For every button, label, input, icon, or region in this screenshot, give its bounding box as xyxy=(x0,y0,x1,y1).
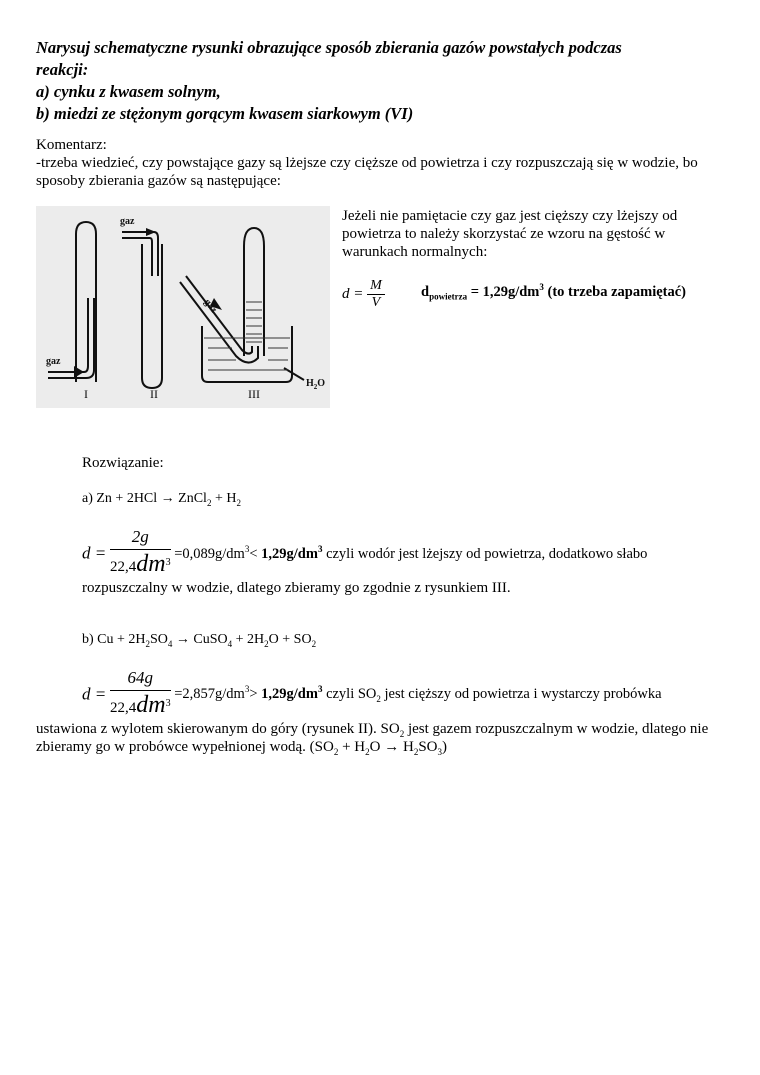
reaction-a-sub-1: 2 xyxy=(206,497,212,508)
calc-b-cont-1b: jest gazem rozpuszczalnym w wodzie, dlatego nie xyxy=(404,721,709,737)
calc-a-result-value: =0,089g/dm xyxy=(170,545,245,562)
density-formula-d: d = xyxy=(342,285,364,302)
reaction-b-sub-2: 4 xyxy=(167,638,173,649)
calc-a-result xyxy=(171,546,648,562)
calc-b-result xyxy=(170,684,662,705)
calc-b-denominator xyxy=(110,691,171,721)
gaz-label-1: gaz xyxy=(46,356,61,367)
calc-b-cont-1-sub: 2 xyxy=(399,729,405,739)
calc-b-cont-2d: SO xyxy=(418,739,438,755)
air-density-note: (to trzeba zapamiętać) xyxy=(543,283,687,300)
calc-a-den-sup: 3 xyxy=(165,557,171,568)
density-fraction xyxy=(367,278,385,311)
reaction-b xyxy=(82,632,316,649)
calc-a-compare: < xyxy=(249,545,262,562)
comment-heading: Komentarz: xyxy=(36,137,107,153)
calc-a-d: d = xyxy=(82,543,107,563)
calc-b-result-value: =2,857g/dm xyxy=(170,686,245,703)
reaction-b-part-1: b) Cu + 2H xyxy=(82,632,146,647)
reaction-b-sub-5: 2 xyxy=(311,638,317,649)
calc-b-cont-2b: + H xyxy=(338,739,366,755)
calc-a-numerator: 2g xyxy=(110,527,171,550)
calc-b-cont-1a: ustawiona z wylotem skierowanym do góry (rysunek II). SO xyxy=(36,721,400,737)
calc-b-air-sup: 3 xyxy=(317,684,323,695)
gaz-label-3: gaz xyxy=(201,297,220,316)
calc-b-conclusion-1: czyli SO xyxy=(322,686,377,703)
reaction-b-sub-1: 2 xyxy=(145,638,151,649)
calc-b-cont-2-sub-2: 2 xyxy=(365,747,370,757)
reaction-b-part-2: SO xyxy=(150,632,168,647)
calc-b-fraction xyxy=(110,668,171,721)
gas-collection-diagram xyxy=(36,206,330,408)
reaction-b-part-4: + 2H xyxy=(232,632,265,647)
comment-block xyxy=(36,136,736,190)
calc-a-denominator xyxy=(110,550,171,580)
comment-line-1: -trzeba wiedzieć, czy powstające gazy są lżejsze czy cięższe od powietrza i czy rozpuszczają się w wodzie, bo xyxy=(36,155,698,171)
side-line-2: powietrza to należy skorzystać ze wzoru na gęstość w xyxy=(342,226,666,242)
calc-b-cont-2e: ) xyxy=(442,739,447,755)
task-title xyxy=(36,37,726,125)
side-line-3: warunkach normalnych: xyxy=(342,244,488,260)
calc-b-cont-2-sub-3: 2 xyxy=(413,747,419,757)
tube-iii xyxy=(244,228,264,356)
h2o-label: $H_2O$ xyxy=(306,378,326,391)
side-note xyxy=(342,207,742,261)
calc-b-continuation-2 xyxy=(36,738,447,761)
calc-b-cont-2c: O → H xyxy=(369,739,414,755)
calc-a-result-sup: 3 xyxy=(244,544,250,555)
calc-b-conclusion-sub: 2 xyxy=(376,694,381,705)
calc-b-cont-2-sub-4: 3 xyxy=(437,747,442,757)
calc-b-d: d = xyxy=(82,684,107,704)
comment-line-2: sposoby zbierania gazów są następujące: xyxy=(36,173,281,189)
calc-b-den-unit: dm xyxy=(136,692,166,718)
reaction-a-reactants: a) Zn + 2HCl xyxy=(82,491,161,506)
reaction-a xyxy=(82,491,241,508)
calc-b-compare: > xyxy=(249,686,262,703)
air-density xyxy=(421,282,686,302)
reaction-a-sub-2: 2 xyxy=(236,497,241,508)
calc-a-den-number: 22,4 xyxy=(109,559,137,575)
title-line-4: b) miedzi ze stężonym gorącym kwasem siarkowym (VI) xyxy=(36,104,414,123)
calc-a-conclusion: czyli wodór jest lżejszy od powietrza, dodatkowo słabo xyxy=(322,545,648,562)
reaction-a-product-2: + H xyxy=(211,491,237,506)
density-denominator: V xyxy=(371,295,381,310)
reaction-b-part-3: CuSO xyxy=(193,632,228,647)
calc-b-conclusion-2: jest cięższy od powietrza i wystarczy probówka xyxy=(380,686,662,703)
reaction-a-arrow: → xyxy=(160,491,175,506)
title-line-3: a) cynku z kwasem solnym, xyxy=(36,82,221,101)
reaction-b-part-5: O + SO xyxy=(268,632,312,647)
calc-b-air-density: 1,29g/dm xyxy=(261,686,318,703)
figure-label-iii: III xyxy=(248,387,260,401)
delivery-tube-iii xyxy=(186,276,252,354)
calc-b-cont-2-sub-1: 2 xyxy=(333,747,339,757)
air-density-d: d xyxy=(421,283,430,300)
calc-a-den-unit: dm xyxy=(136,551,166,577)
gaz-label-2: gaz xyxy=(120,216,135,227)
calc-b-result-sup: 3 xyxy=(244,684,250,695)
calc-b-numerator: 64g xyxy=(110,668,171,691)
calc-a-fraction xyxy=(110,527,171,580)
calc-a-air-sup: 3 xyxy=(317,544,323,555)
figure-label-i: I xyxy=(84,387,88,401)
air-density-value: = 1,29g/dm xyxy=(467,283,540,300)
calc-a-continuation: rozpuszczalny w wodzie, dlatego zbieramy go zgodnie z rysunkiem III. xyxy=(82,580,511,596)
figure-label-ii: II xyxy=(150,387,158,401)
density-numerator: M xyxy=(367,278,385,295)
gas-collection-figure xyxy=(36,206,330,408)
air-density-sup: 3 xyxy=(539,282,544,292)
reaction-b-sub-3: 4 xyxy=(227,638,233,649)
side-line-1: Jeżeli nie pamiętacie czy gaz jest cięższy czy lżejszy od xyxy=(342,208,678,224)
title-line-2: reakcji: xyxy=(36,60,89,79)
calc-a-air-density: 1,29g/dm xyxy=(261,545,318,562)
title-line-1: Narysuj schematyczne rysunki obrazujące sposób zbierania gazów powstałych podczas xyxy=(36,38,622,57)
calc-b-den-sup: 3 xyxy=(165,698,171,709)
air-density-sub: powietrza xyxy=(429,291,468,302)
reaction-a-product-1: ZnCl xyxy=(174,491,207,506)
calc-b-cont-2a: zbieramy go w probówce wypełnionej wodą. (SO xyxy=(36,739,334,755)
density-formula xyxy=(342,278,385,311)
solution-heading: Rozwiązanie: xyxy=(82,455,164,471)
calc-b-den-number: 22,4 xyxy=(109,700,137,716)
reaction-b-sub-4: 2 xyxy=(264,638,269,649)
calculation-b xyxy=(82,668,662,721)
calculation-a xyxy=(82,527,647,580)
reaction-b-arrow: → xyxy=(172,632,194,647)
